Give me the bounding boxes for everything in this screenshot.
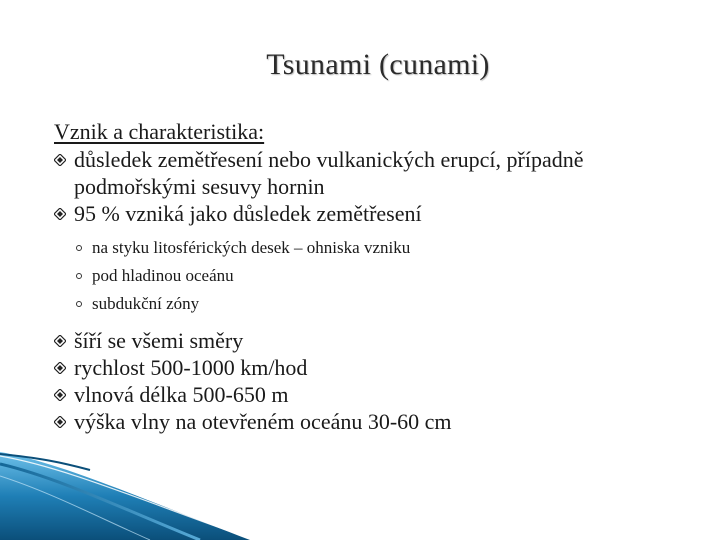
hollow-circle-bullet-icon bbox=[76, 273, 82, 279]
diamond-bullet-icon bbox=[54, 335, 66, 347]
bullet-list-top bbox=[54, 146, 694, 227]
list-item bbox=[54, 381, 694, 408]
section-heading: Vznik a charakteristika: bbox=[54, 119, 265, 144]
list-item bbox=[54, 408, 694, 435]
sub-list-item bbox=[76, 262, 694, 290]
sub-bullet-list bbox=[54, 234, 694, 318]
wave-decoration bbox=[0, 452, 720, 540]
list-item-text: rychlost 500-1000 km/hod bbox=[74, 355, 308, 380]
list-item-text: vlnová délka 500-650 m bbox=[74, 382, 289, 407]
list-item-text: 95 % vzniká jako důsledek zemětřesení bbox=[74, 201, 422, 226]
diamond-bullet-icon bbox=[54, 154, 66, 166]
list-item bbox=[54, 327, 694, 354]
list-item bbox=[54, 146, 694, 200]
sub-list-item-text: na styku litosférických desek – ohniska vzniku bbox=[92, 238, 411, 257]
sub-list-item bbox=[76, 290, 694, 318]
list-item-text: výška vlny na otevřeném oceánu 30-60 cm bbox=[74, 409, 452, 434]
list-item bbox=[54, 354, 694, 381]
diamond-bullet-icon bbox=[54, 389, 66, 401]
sub-list-item-text: subdukční zóny bbox=[92, 294, 200, 313]
bullet-list-bottom bbox=[54, 327, 694, 435]
slide-title-text: Tsunami (cunami) bbox=[266, 48, 490, 81]
sub-list-item bbox=[76, 234, 694, 262]
slide-title bbox=[0, 48, 720, 82]
hollow-circle-bullet-icon bbox=[76, 245, 82, 251]
slide-body bbox=[54, 118, 694, 435]
sub-list-item-text: pod hladinou oceánu bbox=[92, 266, 234, 285]
hollow-circle-bullet-icon bbox=[76, 301, 82, 307]
list-item-text: šíří se všemi směry bbox=[74, 328, 244, 353]
list-item bbox=[54, 200, 694, 227]
diamond-bullet-icon bbox=[54, 208, 66, 220]
diamond-bullet-icon bbox=[54, 416, 66, 428]
diamond-bullet-icon bbox=[54, 362, 66, 374]
list-item-text: důsledek zemětřesení nebo vulkanických erupcí, případně podmořskými sesuvy hornin bbox=[74, 147, 584, 199]
